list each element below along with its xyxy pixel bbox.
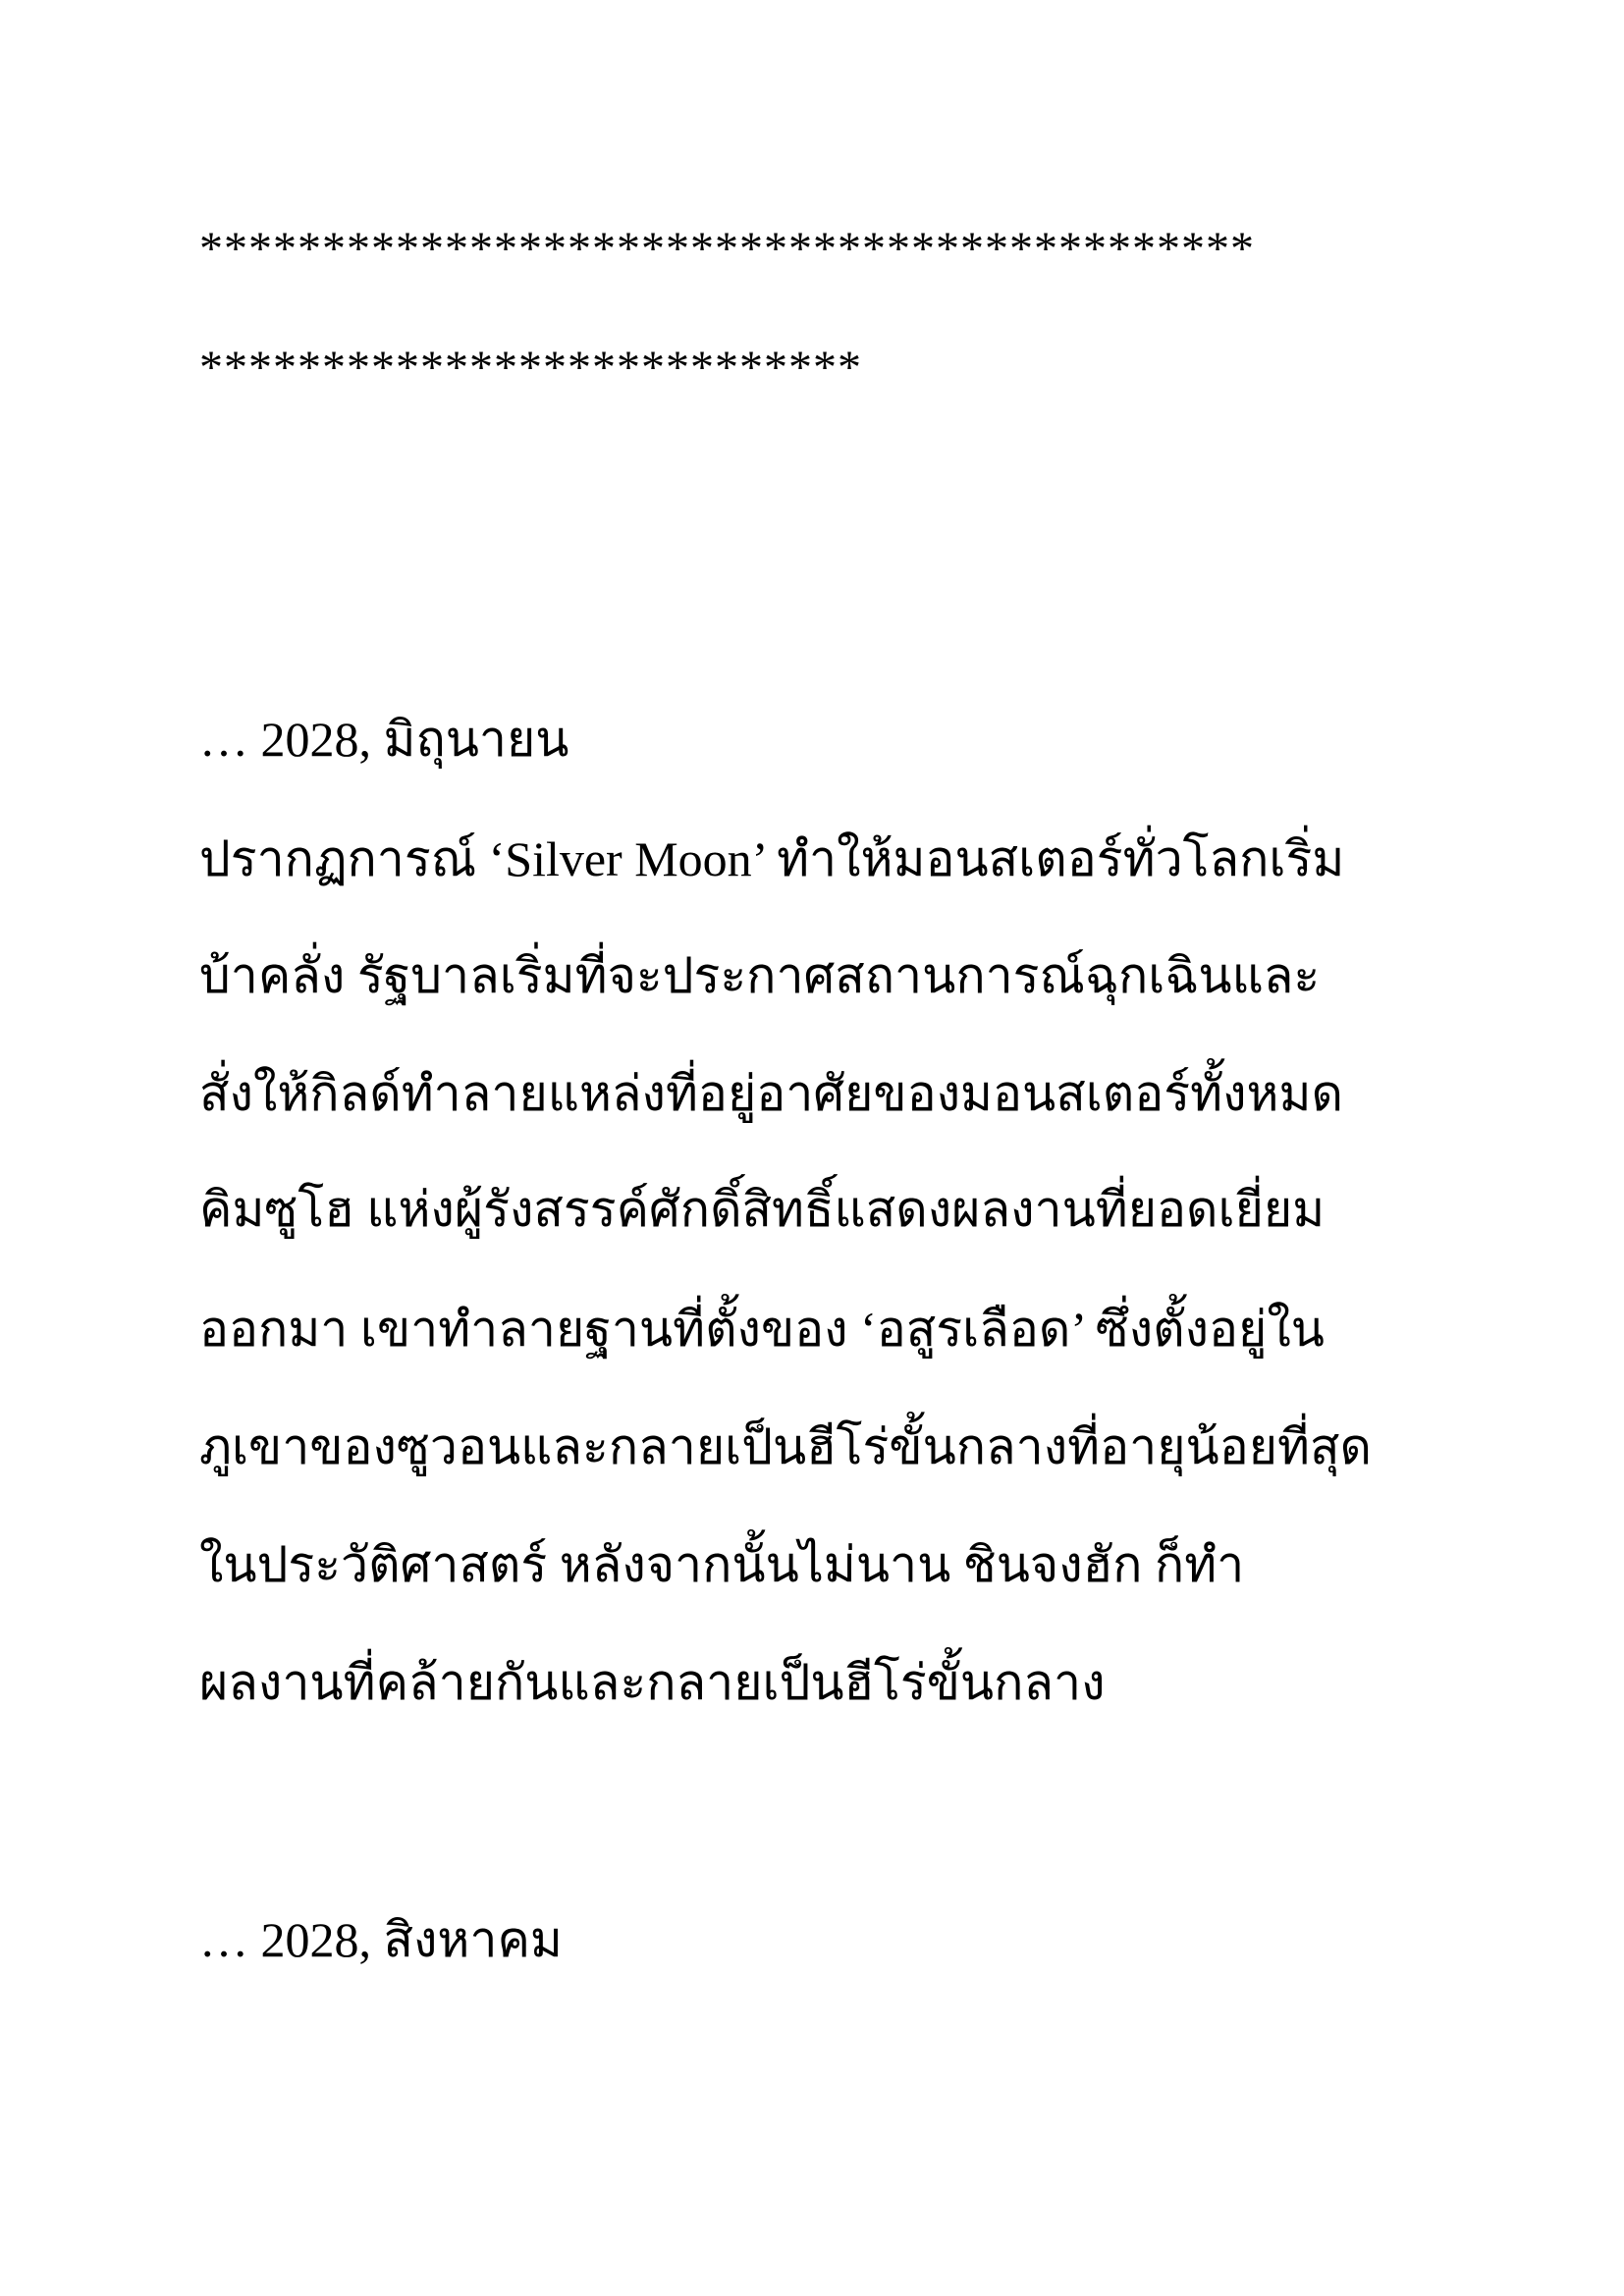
- paragraph-line: สั่งให้กิลด์ทำลายแหล่งที่อยู่อาศัยของมอนสเตอร์ทั้งหมด: [199, 1066, 1343, 1121]
- paragraph-line: ผลงานที่คล้ายกันและกลายเป็นฮีโร่ขั้นกลาง: [199, 1655, 1106, 1710]
- separator-line-1: *******************************************: [199, 223, 1255, 275]
- paragraph-line: ออกมา เขาทำลายฐานที่ตั้งของ ‘อสูรเลือด’ ซึ่งตั้งอยู่ใน: [199, 1302, 1325, 1357]
- entry-date: … 2028, มิถุนายน: [199, 712, 569, 767]
- separator-line-2: ***************************: [199, 342, 862, 394]
- paragraph-line: คิมซูโฮ แห่งผู้รังสรรค์ศักดิ์สิทธิ์แสดงผลงานที่ยอดเยี่ยม: [199, 1182, 1326, 1237]
- entry-date: … 2028, สิงหาคม: [199, 1912, 563, 1967]
- paragraph-line: ในประวัติศาสตร์ หลังจากนั้นไม่นาน ชินจงฮัก ก็ทำ: [199, 1537, 1245, 1592]
- paragraph-line: ภูเขาของซูวอนและกลายเป็นฮีโร่ขั้นกลางที่อายุน้อยที่สุด: [199, 1419, 1372, 1474]
- paragraph-line: บ้าคลั่ง รัฐบาลเริ่มที่จะประกาศสถานการณ์ฉุกเฉินและ: [199, 948, 1321, 1003]
- paragraph-line: ปรากฏการณ์ ‘Silver Moon’ ทำให้มอนสเตอร์ทั่วโลกเริ่ม: [199, 831, 1345, 886]
